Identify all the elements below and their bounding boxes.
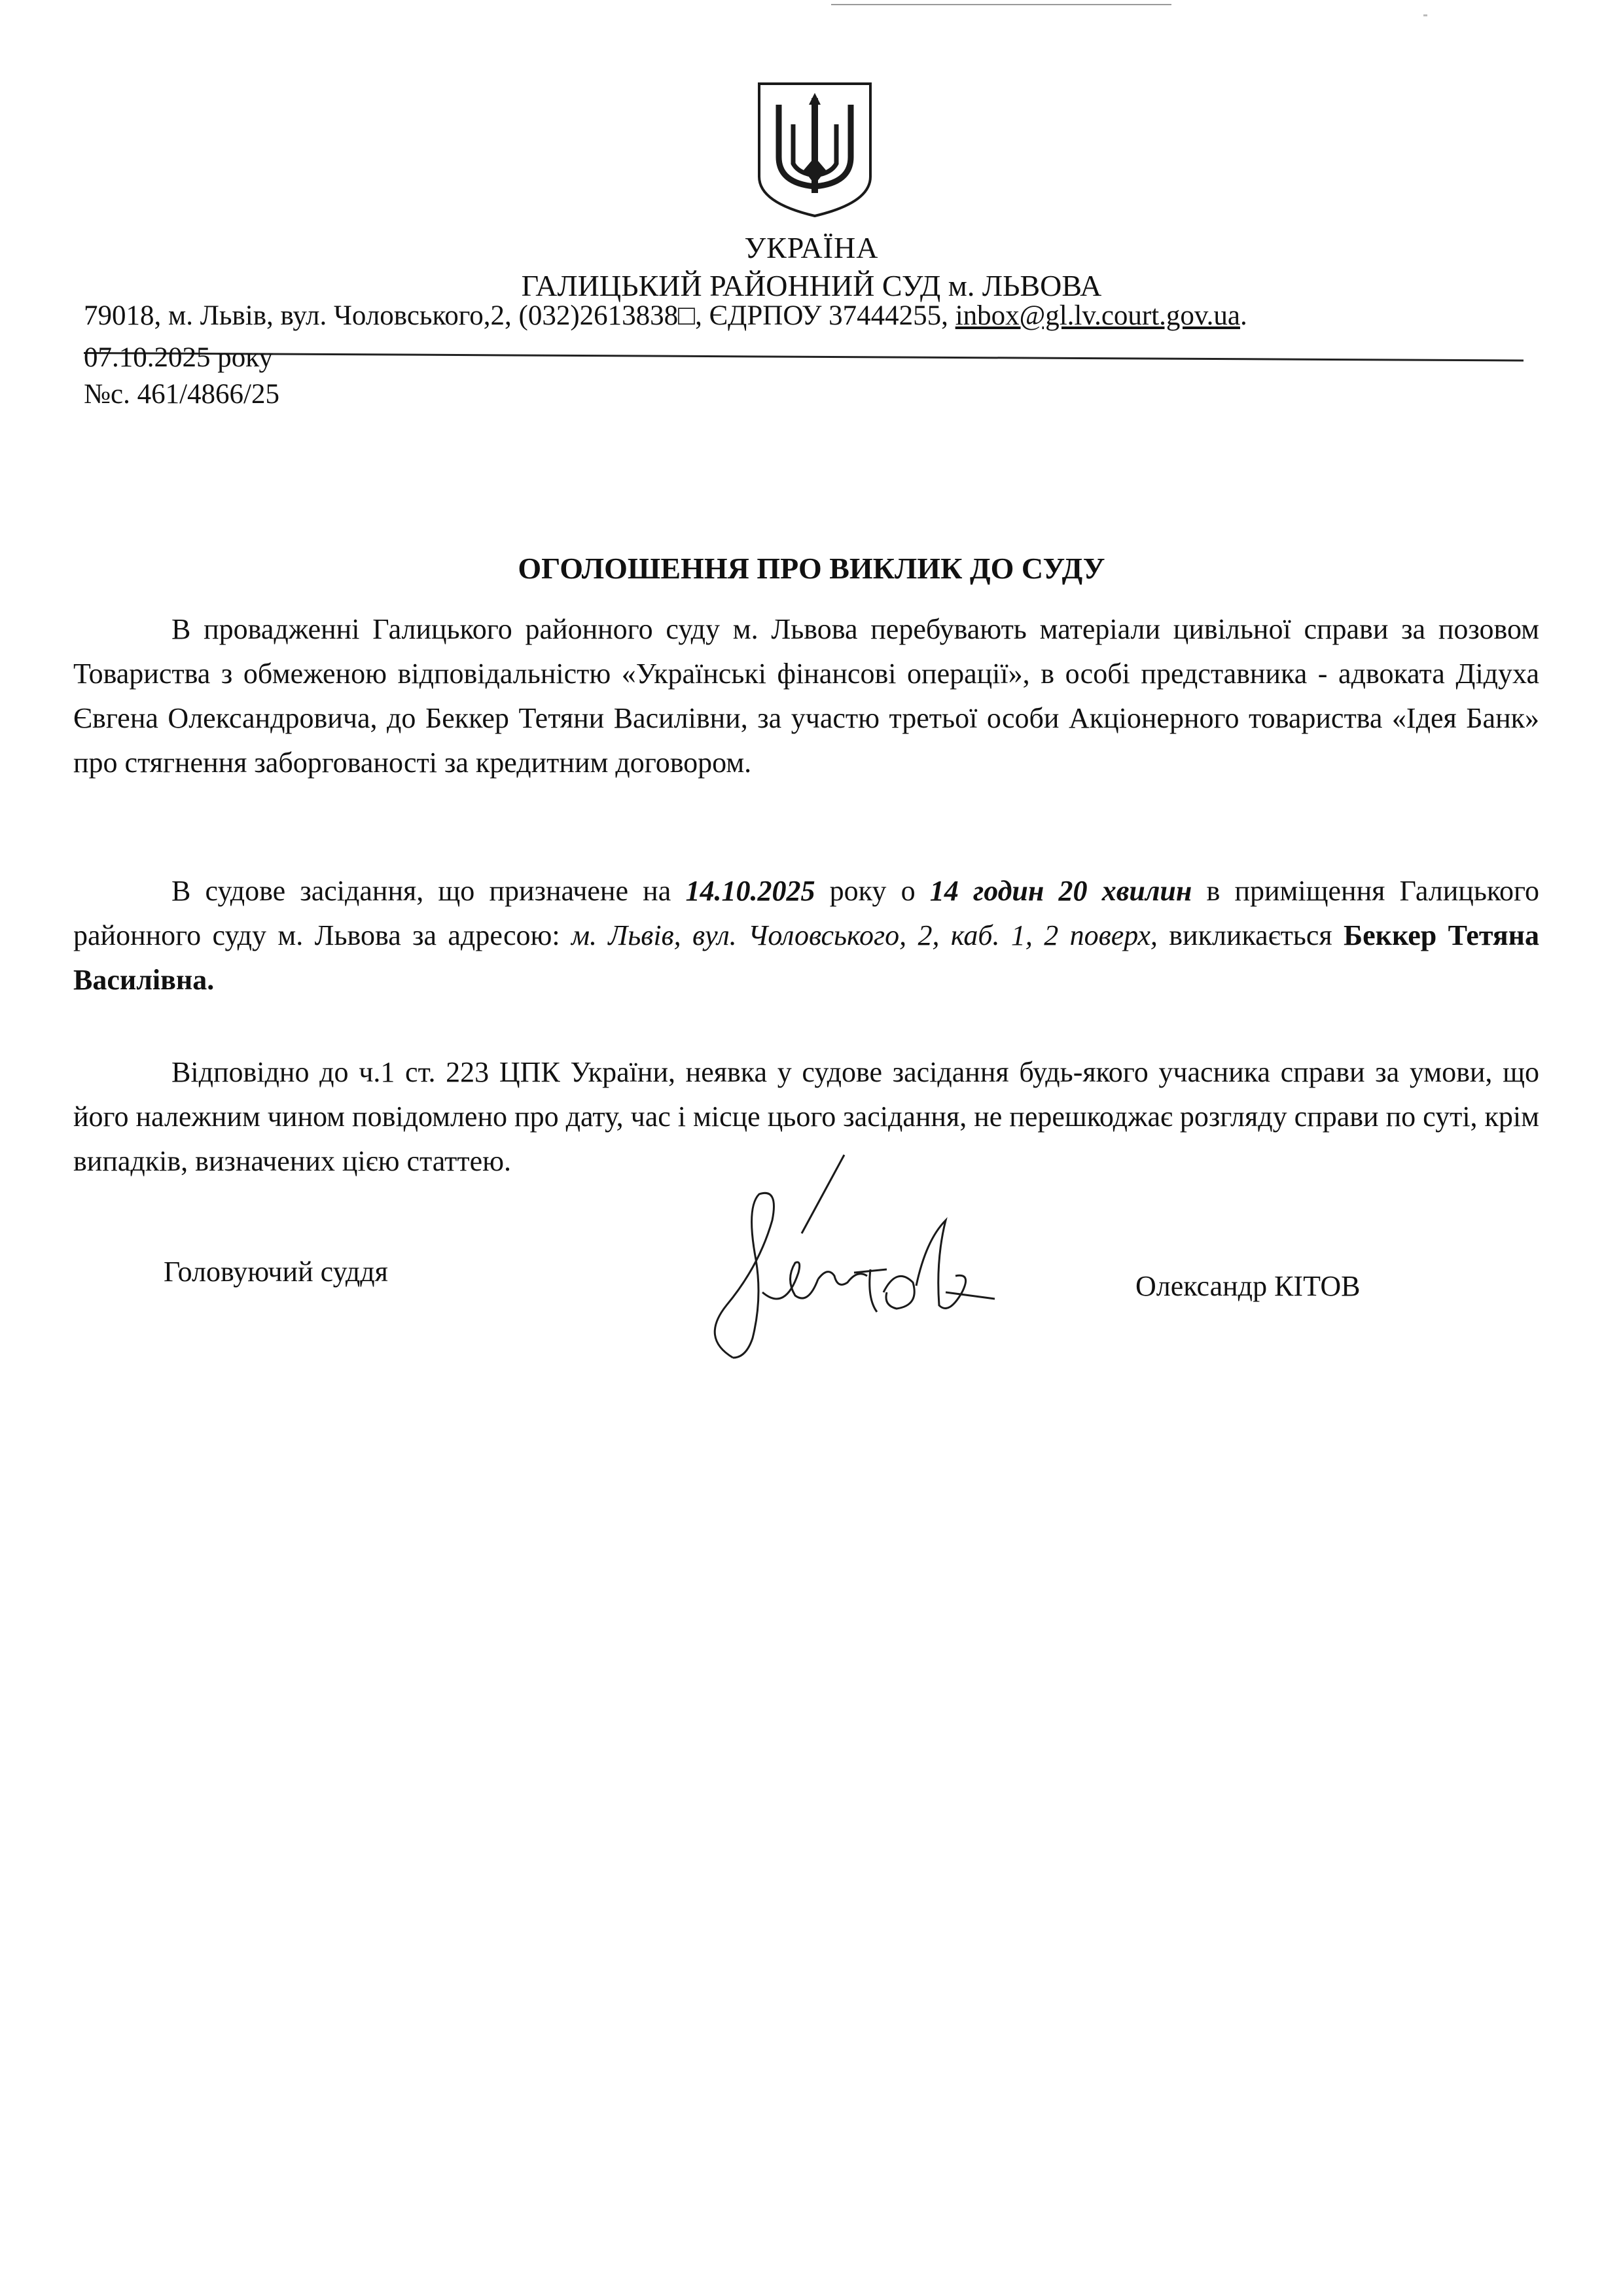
header-divider — [84, 352, 1524, 362]
scan-artifact-line — [831, 4, 1171, 5]
hearing-text-2: року о — [815, 875, 930, 907]
handwritten-signature — [687, 1142, 1027, 1377]
case-number: №с. 461/4866/25 — [84, 379, 280, 410]
paragraph-legal-note: Відповідно до ч.1 ст. 223 ЦПК України, неявка у судове засідання будь-якого учасника справи за умови, що його належним чином повідомлено про дату, час і місце цього засідання, не перешкоджає розгляду справи по суті, крім випадків, визначених цією статтею. — [73, 1056, 1539, 1177]
hearing-address: м. Львів, вул. Чоловського, 2, каб. 1, 2 поверх, — [571, 919, 1158, 951]
court-email-link[interactable]: inbox@gl.lv.court.gov.ua — [955, 300, 1240, 331]
hearing-date: 14.10.2025 — [685, 875, 815, 907]
court-name-heading: ГАЛИЦЬКИЙ РАЙОННИЙ СУД м. ЛЬВОВА — [521, 269, 1102, 302]
court-contacts — [84, 300, 1247, 332]
signer-role: Головуючий суддя — [164, 1256, 388, 1288]
hearing-text-1: В судове засідання, що призначене на — [171, 875, 686, 907]
signer-name: Олександр КІТОВ — [1135, 1270, 1361, 1302]
scan-artifact-dot — [1423, 14, 1427, 16]
paragraph-hearing — [73, 869, 1539, 1002]
document-title: ОГОЛОШЕННЯ ПРО ВИКЛИК ДО СУДУ — [518, 552, 1105, 585]
hearing-time: 14 годин 20 хвилин — [929, 875, 1192, 907]
hearing-text-3: в приміщення Галицького районного суду м. Львова за адресою: — [73, 875, 1540, 951]
court-address: 79018, м. Львів, вул. Чоловського,2, (032)2613838□, ЄДРПОУ 37444255, — [84, 300, 955, 331]
country-heading: УКРАЇНА — [744, 231, 879, 264]
paragraph-proceedings: В провадженні Галицького районного суду м. Львова перебувають матеріали цивільної справи за позовом Товариства з обмеженою відповідальністю «Українські фінансові операції», в особі представника - адвоката Дідуха Євгена Олександровича, до Беккер Тетяни Василівни, за участю третьої особи Акціонерного товариства «Ідея Банк» про стягнення заборгованості за кредитним договором. — [73, 613, 1539, 779]
hearing-text-4: викликається — [1157, 919, 1344, 951]
email-suffix: . — [1240, 300, 1247, 331]
document-date: 07.10.2025 року — [84, 342, 274, 373]
coat-of-arms-trident-icon — [753, 79, 877, 219]
summoned-person: Беккер Тетяна Василівна. — [73, 919, 1540, 996]
